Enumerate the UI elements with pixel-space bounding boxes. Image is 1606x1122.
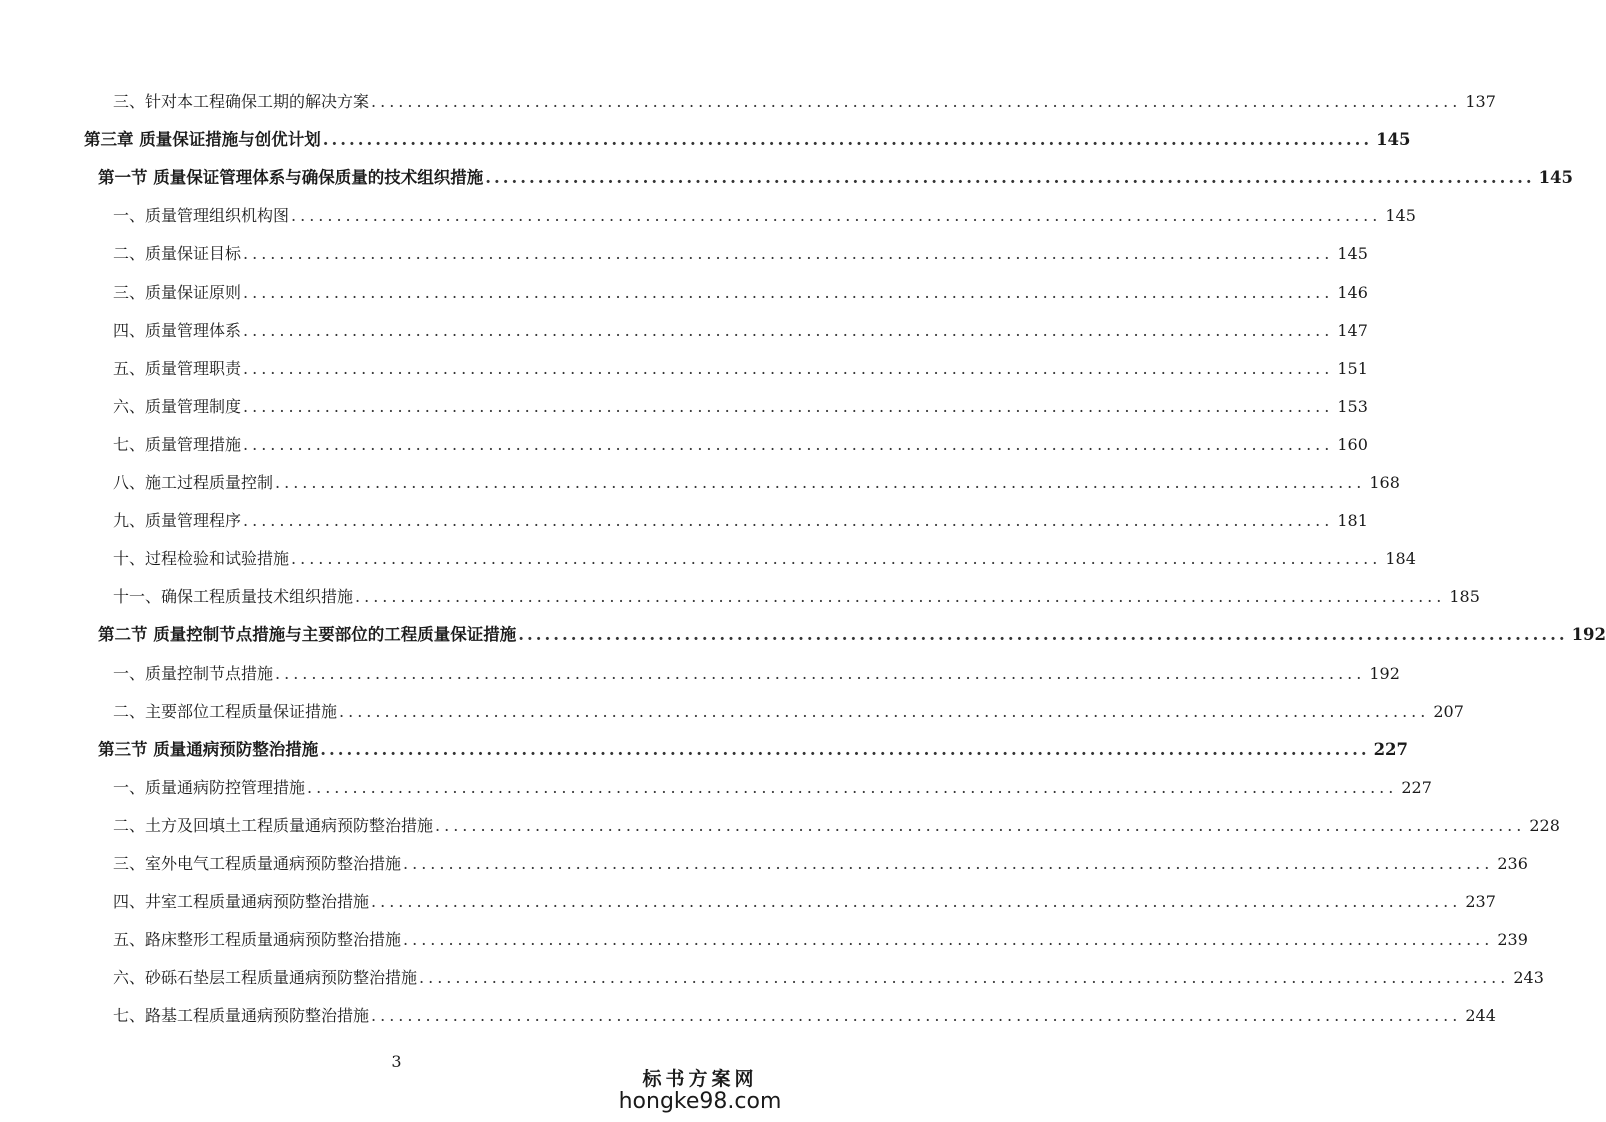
toc-entry-title: 十、过程检验和试验措施 bbox=[113, 549, 290, 568]
watermark-en: hongke98.com bbox=[618, 1089, 782, 1114]
toc-entry[interactable] bbox=[113, 699, 1464, 725]
toc-entry[interactable] bbox=[113, 546, 1416, 572]
toc-entry-page: 243 bbox=[1513, 968, 1544, 987]
toc-entry[interactable] bbox=[113, 851, 1528, 877]
toc-leader-dots: ........................................................................................................................ bbox=[243, 435, 1334, 454]
toc-entry-title: 五、质量管理职责 bbox=[113, 359, 242, 378]
toc-entry[interactable] bbox=[113, 584, 1480, 610]
toc-leader-dots: ........................................................................................................................ bbox=[403, 930, 1494, 949]
toc-entry-page: 137 bbox=[1465, 92, 1496, 111]
toc-entry-page: 153 bbox=[1337, 397, 1368, 416]
toc-entry-title: 一、质量控制节点措施 bbox=[113, 664, 274, 683]
toc-entry-page: 168 bbox=[1369, 473, 1400, 492]
toc-entry-page: 184 bbox=[1385, 549, 1416, 568]
toc-entry-page: 181 bbox=[1337, 511, 1368, 530]
toc-entry[interactable] bbox=[113, 813, 1560, 839]
toc-entry-title: 二、土方及回填土工程质量通病预防整治措施 bbox=[113, 816, 434, 835]
toc-leader-dots: ........................................................................................................................ bbox=[371, 92, 1462, 111]
toc-entry-title: 七、路基工程质量通病预防整治措施 bbox=[113, 1006, 370, 1025]
toc-entry-title: 八、施工过程质量控制 bbox=[113, 473, 274, 492]
toc-leader-dots: ........................................................................................................................ bbox=[243, 511, 1334, 530]
toc-entry-page: 147 bbox=[1337, 321, 1368, 340]
toc-leader-dots: ........................................................................................................................ bbox=[243, 397, 1334, 416]
toc-leader-dots: ........................................................................................................................ bbox=[275, 473, 1366, 492]
toc-entry-chapter[interactable] bbox=[84, 127, 1411, 153]
toc-entry-title: 第一节 质量保证管理体系与确保质量的技术组织措施 bbox=[98, 168, 484, 187]
toc-entry-page: 227 bbox=[1373, 740, 1409, 759]
toc-leader-dots: ........................................................................................................................ bbox=[307, 778, 1398, 797]
toc-entry-title: 三、室外电气工程质量通病预防整治措施 bbox=[113, 854, 402, 873]
toc-leader-dots: ........................................................................................................................ bbox=[243, 321, 1334, 340]
toc-entry-page: 145 bbox=[1337, 244, 1368, 263]
toc-entry-title: 六、质量管理制度 bbox=[113, 397, 242, 416]
toc-entry-page: 145 bbox=[1538, 168, 1574, 187]
toc-entry-section[interactable] bbox=[98, 165, 1574, 191]
toc-entry-title: 二、质量保证目标 bbox=[113, 244, 242, 263]
toc-entry-title: 一、质量通病防控管理措施 bbox=[113, 778, 306, 797]
toc-leader-dots: ........................................................................................................................ bbox=[320, 740, 1370, 759]
toc-entry-title: 四、质量管理体系 bbox=[113, 321, 242, 340]
toc-entry-section[interactable] bbox=[98, 737, 1409, 763]
toc-entry[interactable] bbox=[113, 965, 1544, 991]
toc-entry[interactable] bbox=[113, 89, 1496, 115]
toc-leader-dots: ........................................................................................................................ bbox=[322, 130, 1373, 149]
toc-leader-dots: ........................................................................................................................ bbox=[355, 587, 1446, 606]
toc-entry[interactable] bbox=[113, 927, 1528, 953]
toc-entry-page: 151 bbox=[1337, 359, 1368, 378]
toc-entry[interactable] bbox=[113, 203, 1416, 229]
toc-leader-dots: ........................................................................................................................ bbox=[243, 283, 1334, 302]
toc-entry-title: 九、质量管理程序 bbox=[113, 511, 242, 530]
toc-entry-page: 228 bbox=[1529, 816, 1560, 835]
toc-entry[interactable] bbox=[113, 318, 1368, 344]
toc-entry[interactable] bbox=[113, 775, 1432, 801]
toc-entry-title: 第二节 质量控制节点措施与主要部位的工程质量保证措施 bbox=[98, 625, 517, 644]
toc-entry-title: 三、针对本工程确保工期的解决方案 bbox=[113, 92, 370, 111]
toc-entry-title: 第三节 质量通病预防整治措施 bbox=[98, 740, 319, 759]
toc-leader-dots: ........................................................................................................................ bbox=[339, 702, 1430, 721]
toc-leader-dots: ........................................................................................................................ bbox=[371, 1006, 1462, 1025]
toc-leader-dots: ........................................................................................................................ bbox=[419, 968, 1510, 987]
toc-entry-title: 五、路床整形工程质量通病预防整治措施 bbox=[113, 930, 402, 949]
toc-entry-page: 207 bbox=[1433, 702, 1464, 721]
toc-leader-dots: ........................................................................................................................ bbox=[275, 664, 1366, 683]
toc-leader-dots: ........................................................................................................................ bbox=[485, 168, 1535, 187]
toc-entry-page: 239 bbox=[1497, 930, 1528, 949]
toc-entry-page: 146 bbox=[1337, 283, 1368, 302]
toc-entry-page: 185 bbox=[1449, 587, 1480, 606]
toc-entry-title: 四、井室工程质量通病预防整治措施 bbox=[113, 892, 370, 911]
toc-entry-title: 六、砂砾石垫层工程质量通病预防整治措施 bbox=[113, 968, 418, 987]
toc-entry-title: 一、质量管理组织机构图 bbox=[113, 206, 290, 225]
toc-entry[interactable] bbox=[113, 432, 1368, 458]
toc-entry[interactable] bbox=[113, 508, 1368, 534]
toc-entry-page: 192 bbox=[1369, 664, 1400, 683]
page-number: 3 bbox=[391, 1052, 402, 1071]
toc-entry[interactable] bbox=[113, 661, 1400, 687]
toc-entry-page: 145 bbox=[1385, 206, 1416, 225]
toc-entry-page: 145 bbox=[1376, 130, 1411, 149]
toc-entry-page: 160 bbox=[1337, 435, 1368, 454]
toc-entry-title: 三、质量保证原则 bbox=[113, 283, 242, 302]
toc-entry-title: 第三章 质量保证措施与创优计划 bbox=[84, 130, 321, 149]
toc-entry-page: 237 bbox=[1465, 892, 1496, 911]
toc-leader-dots: ........................................................................................................................ bbox=[243, 359, 1334, 378]
toc-entry[interactable] bbox=[113, 356, 1368, 382]
toc-entry-title: 十一、确保工程质量技术组织措施 bbox=[113, 587, 354, 606]
toc-leader-dots: ........................................................................................................................ bbox=[291, 549, 1382, 568]
toc-entry-page: 192 bbox=[1571, 625, 1606, 644]
toc-leader-dots: ........................................................................................................................ bbox=[403, 854, 1494, 873]
toc-entry-page: 244 bbox=[1465, 1006, 1496, 1025]
toc-leader-dots: ........................................................................................................................ bbox=[243, 244, 1334, 263]
toc-leader-dots: ........................................................................................................................ bbox=[518, 625, 1568, 644]
watermark-logo bbox=[615, 1064, 785, 1114]
toc-entry[interactable] bbox=[113, 394, 1368, 420]
watermark-cn: 标书方案网 bbox=[642, 1068, 758, 1090]
toc-entry-page: 236 bbox=[1497, 854, 1528, 873]
toc-entry-section[interactable] bbox=[98, 622, 1606, 648]
toc-entry-page: 227 bbox=[1401, 778, 1432, 797]
toc-entry[interactable] bbox=[113, 1003, 1496, 1029]
toc-leader-dots: ........................................................................................................................ bbox=[435, 816, 1526, 835]
toc-entry-title: 二、主要部位工程质量保证措施 bbox=[113, 702, 338, 721]
toc-leader-dots: ........................................................................................................................ bbox=[291, 206, 1382, 225]
toc-entry[interactable] bbox=[113, 889, 1496, 915]
toc-entry[interactable] bbox=[113, 280, 1368, 306]
toc-entry[interactable] bbox=[113, 241, 1368, 267]
toc-entry-title: 七、质量管理措施 bbox=[113, 435, 242, 454]
toc-leader-dots: ........................................................................................................................ bbox=[371, 892, 1462, 911]
toc-entry[interactable] bbox=[113, 470, 1400, 496]
